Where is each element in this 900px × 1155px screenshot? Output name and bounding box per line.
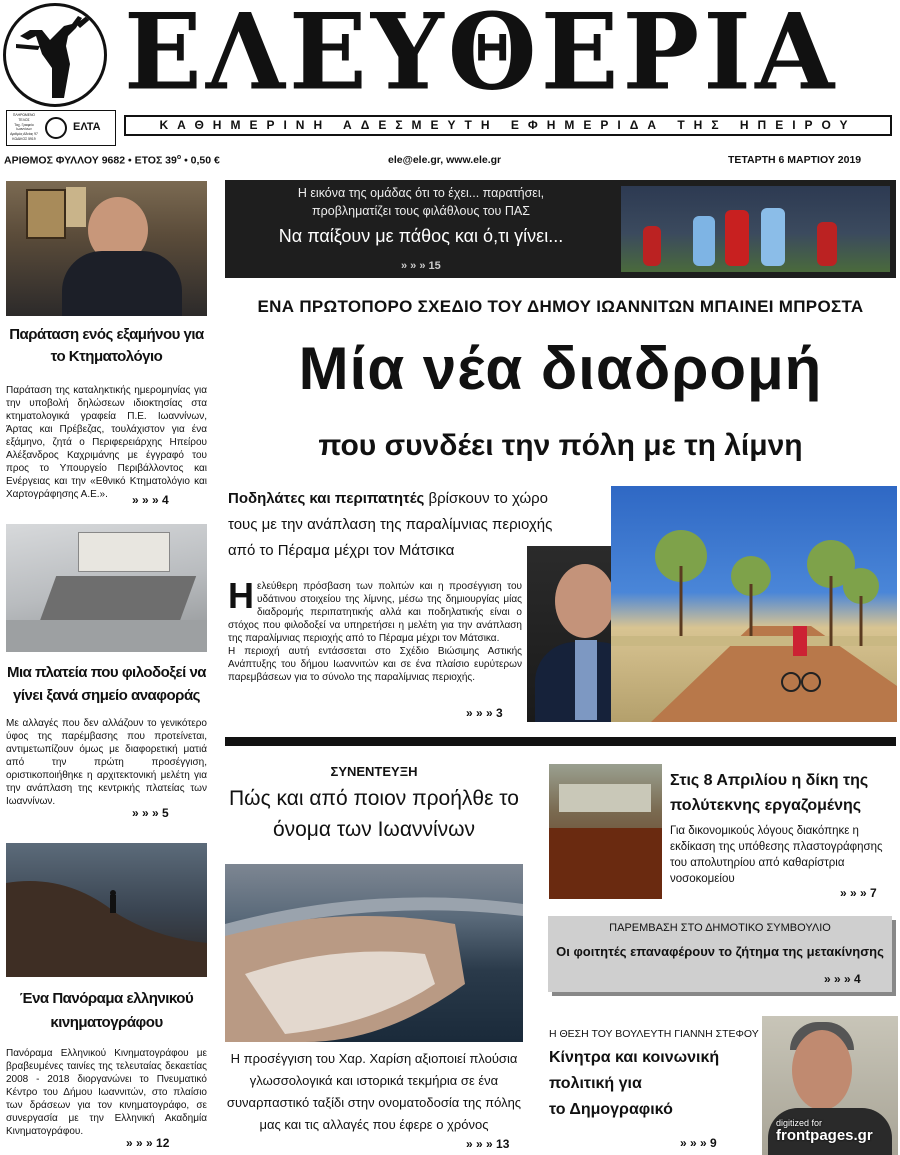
lead-dropcap: Η — [228, 575, 254, 616]
left-story-2-body: Με αλλαγές που δεν αλλάζουν το γενικότερο ύφος της παρέμβασης που προτείνεται, αντιμετωπίζουν όμως με διαφορετική ματιά από την πρώτη προσέγγιση, οριστικοποιήθηκε η αρχιτεκτονική μελέτη για την ανάπλαση της κεντρικής πλατείας των Ιωαννίνων. — [6, 718, 207, 807]
council-kicker: ΠΑΡΕΜΒΑΣΗ ΣΤΟ ΔΗΜΟΤΙΚΟ ΣΥΜΒΟΥΛΙΟ — [609, 922, 831, 934]
mp-page-ref[interactable]: » » » 9 — [680, 1136, 717, 1150]
elta-label: ΕΛΤΑ — [73, 121, 101, 133]
contact-info[interactable]: ele@ele.gr, www.ele.gr — [388, 154, 502, 166]
lead-kicker: ΕΝΑ ΠΡΩΤΟΠΟΡΟ ΣΧΕΔΙΟ ΤΟΥ ΔΗΜΟΥ ΙΩΑΝΝΙΤΩΝ ΜΠΑΙΝΕΙ ΜΠΡΟΣΤΑ — [257, 297, 864, 316]
lead-page-ref[interactable]: » » » 3 — [466, 706, 503, 720]
issue-info: ΑΡΙΘΜΟΣ ΦΥΛΛΟΥ 9682 • ΕΤΟΣ $39^o$ • 0,50 € — [4, 154, 220, 167]
interview-body: Η προσέγγιση του Χαρ. Χαρίση αξιοποιεί πλούσια γλωσσολογικά και ιστορικά τεκμήρια σε ένα συναρπαστικό ταξίδι στην ονοματοδοσία της πόλης μας και τις αλλαγές που έφερε ο χρόνος — [226, 1051, 522, 1132]
photo-courtroom — [549, 764, 662, 899]
photo-square-rendering — [6, 524, 207, 652]
left-story-1-page-ref[interactable]: » » » 4 — [132, 493, 169, 507]
sport-box-line1: Η εικόνα της ομάδας ότι το έχει... παρατήσει, — [297, 186, 545, 200]
trial-body: Για δικονομικούς λόγους διακόπηκε η εκδίκαση της υπόθεσης πλαστογράφησης του απολυτηρίου από καθαρίστρια νοσοκομείου — [670, 825, 883, 885]
photo-film-still — [6, 843, 207, 977]
photo-official-portrait — [6, 181, 207, 316]
interview-kicker: ΣΥΝΕΝΤΕΥΞΗ — [330, 764, 418, 779]
mp-kicker: Η ΘΕΣΗ ΤΟΥ ΒΟΥΛΕΥΤΗ ΓΙΑΝΝΗ ΣΤΕΦΟΥ — [549, 1028, 759, 1040]
left-story-2-headline[interactable]: Μια πλατεία που φιλοδοξεί να γίνει ξανά σημείο αναφοράς — [6, 664, 207, 704]
sport-box-line2: προβληματίζει τους φιλάθλους του ΠΑΣ — [312, 204, 530, 218]
photo-ioannina-aerial — [225, 864, 523, 1042]
council-page-ref: » » » 4 — [824, 972, 861, 986]
interview-headline[interactable]: Πώς και από ποιον προήλθε το όνομα των Ιωαννίνων — [229, 787, 519, 841]
trial-headline[interactable]: Στις 8 Απριλίου η δίκη της πολύτεκνης εργαζομένης — [670, 772, 869, 814]
lead-body: Η ελεύθερη πρόσβαση των πολιτών και η προσέγγιση του υδάτινου στοιχείου της λίμνης, μέσω της δημιουργίας μίας διαδρομής περιπατητικής αλλά και ποδηλατικής είναι ο στόχος που φιλοδοξεί να υπηρετήσει η μελέτη για την ανάπλαση της παραλίμνιας περιοχής από το Πέραμα μέχρι τον Μάτσικα. Η περιοχή αυτή εντάσσεται στο Σχέδιο Βιώσιμης Αστικής Ανάπτυξης του δήμου Ιωαννιτών και σε ένα πλαίσιο ευρύτερων παρεμβάσεων για το σύνολο της παραλίμνιας περιοχής. — [228, 575, 522, 683]
postal-stamp: ΠΛΗΡΩΜΕΝΟ ΤΕΛΟΣ Ταχ. Γραφείο Ιωαννίνων Αριθμός Αδείας 97 ΚΩΔΙΚΟΣ 5919 ΕΛΤΑ — [6, 110, 116, 146]
sport-box[interactable] — [225, 180, 896, 278]
lead-bottom-rule — [225, 737, 896, 746]
lead-deck: Ποδηλάτες και περιπατητές βρίσκουν το χώρο τους με την ανάπλαση της παραλίμνιας περιοχής από το Πέραμα μέχρι τον Μάτσικα — [228, 490, 553, 559]
left-story-1-body: Παράταση της καταληκτικής ημερομηνίας για την υποβολή δηλώσεων ιδιοκτησίας στα κτηματολογικά γραφεία Π.Ε. Ιωαννίνων, Άρτας και Πρέβεζας, τουλάχιστον για ένα εξάμηνο, ζητά ο Περιφερειάρχης Ηπείρου Αλέξανδρος Καχριμάνης με έγγραφό του προς το Υπουργείο Περιβάλλοντος και Ενέργειας και την «Εθνικό Κτηματολόγιο και Χαρτογράφησης Α.Ε.». — [6, 385, 207, 500]
watermark: digitized for frontpages.gr — [776, 1118, 873, 1144]
masthead-logo — [3, 3, 107, 107]
interview-page-ref[interactable]: » » » 13 — [466, 1137, 510, 1151]
left-story-3-body: Πανόραμα Ελληνικού Κινηματογράφου με βραβευμένες ταινίες της τελευταίας δεκαετίας 2008 - 2018 διοργανώνει το Πνευματικό Κέντρο του Δήμου Ιωαννιτών, στο πλαίσιο των δράσεων για τον κινηματογράφο, σε συνεργασία με την Ελληνική Ακαδημία Κινηματογράφου. — [6, 1048, 207, 1137]
left-story-3-headline[interactable]: Ένα Πανόραμα ελληνικού κινηματογράφου — [19, 990, 194, 1031]
photo-football-match — [621, 186, 890, 272]
masthead-subtitle: ΚΑΘΗΜΕΡΙΝΗ ΑΔΕΣΜΕΥΤΗ ΕΦΗΜΕΡΙΔΑ ΤΗΣ ΗΠΕΙΡΟΥ — [159, 118, 857, 132]
lead-deck-bold: Ποδηλάτες και περιπατητές — [228, 490, 425, 507]
elta-seal-icon — [45, 117, 67, 139]
mp-headline[interactable]: Κίνητρα και κοινωνική πολιτική για το Δημογραφικό — [549, 1049, 720, 1118]
liberty-statue-icon — [6, 6, 104, 104]
photo-lakeside-path-rendering — [611, 486, 897, 722]
left-story-1-headline[interactable]: Παράταση ενός εξαμήνου για το Κτηματολόγιο — [9, 326, 204, 365]
masthead-subtitle-bar — [124, 115, 892, 136]
issue-date: ΤΕΤΑΡΤΗ 6 ΜΑΡΤΙΟΥ 2019 — [728, 154, 862, 166]
sport-box-headline: Να παίξουν με πάθος και ό,τι γίνει... — [278, 226, 564, 246]
council-box[interactable] — [548, 916, 892, 992]
masthead-title: ΕΛΕΥΘΕΡΙΑ — [124, 0, 839, 114]
left-story-3-page-ref[interactable]: » » » 12 — [126, 1136, 170, 1150]
sport-box-page-ref: » » » 15 — [401, 260, 441, 272]
trial-page-ref[interactable]: » » » 7 — [840, 886, 877, 900]
lead-headline-1[interactable]: Μία νέα διαδρομή — [298, 335, 823, 402]
council-headline: Οι φοιτητές επαναφέρουν το ζήτημα της μετακίνησης — [556, 944, 884, 959]
lead-headline-2[interactable]: που συνδέει την πόλη με τη λίμνη — [318, 429, 803, 462]
left-story-2-page-ref[interactable]: » » » 5 — [132, 806, 169, 820]
